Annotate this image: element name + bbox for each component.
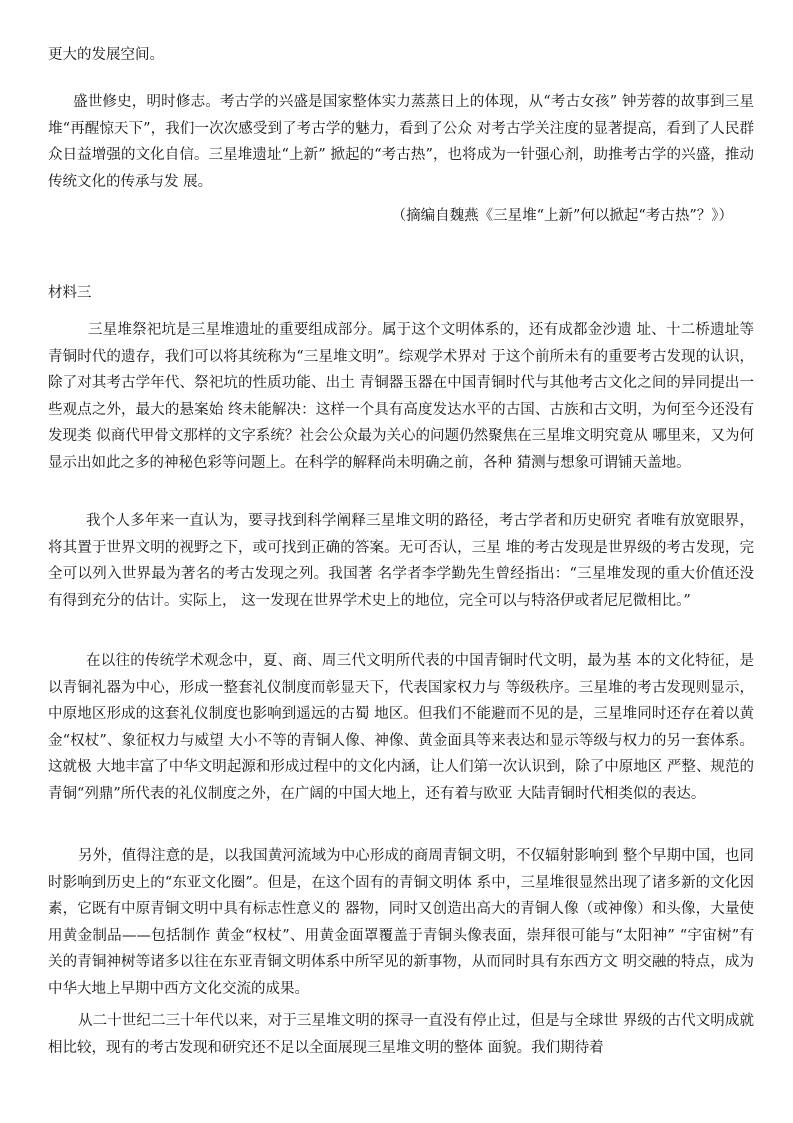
paragraph-material3-4: 另外，值得注意的是，以我国黄河流域为中心形成的商周青铜文明，不仅辐射影响到 整个早期中国，也同时影响到历史上的“东亚文化圈”。但是，在这个固有的青铜文明体 系中，三星堆很显然出现了诸多新的文化因素，它既有中原青铜文明中具有标志性意义的 器物，同时又创造出高大的青铜人像（或神像）和头像，大量使用黄金制品——包括制作 黄金“权杖”、用黄金面罩覆盖于青铜头像表面，崇拜很可能与“太阳神” “宇宙树”有 关的青铜神树等诸多以往在东亚青铜文明体系中所罕见的新事物，从而同时具有东西方文 明交融的特点，成为中华大地上早期中西方文化交流的成果。: [48, 848, 754, 997]
paragraph-prosperity: 盛世修史，明时修志。考古学的兴盛是国家整体实力蒸蒸日上的体现，从“考古女孩” 钟芳蓉的故事到三星堆“再醒惊天下”，我们一次次感受到了考古学的魅力，看到了公众 对考古学关注度的显著提高，看到了人民群众日益增强的文化自信。三星堆遗址“上新” 掀起的“考古热”，也将成为一针强心剂，助推考古学的兴盛，推动传统文化的传承与发 展。: [48, 94, 754, 190]
source-citation: （摘编自魏燕《三星堆“上新”何以掀起“考古热”？》）: [391, 208, 733, 224]
paragraph-continuation: 更大的发展空间。: [48, 47, 164, 63]
paragraph-material3-2: 我个人多年来一直认为，要寻找到科学阐释三星堆文明的路径，考古学者和历史研究 者唯有放宽眼界，将其置于世界文明的视野之下，或可找到正确的答案。无可否认，三星 堆的考古发现是世界级的考古发现，完全可以列入世界最为著名的考古发现之列。我国著 名学者李学勤先生曾经指出：“三星堆发现的重大价值还没有得到充分的估计。实际上， 这一发现在世界学术史上的地位，完全可以与特洛伊或者尼尼微相比。”: [48, 513, 754, 609]
paragraph-material3-3: 在以往的传统学术观念中，夏、商、周三代文明所代表的中国青铜时代文明，最为基 本的文化特征，是以青铜礼器为中心，形成一整套礼仪制度而彰显天下，代表国家权力与 等级秩序。三星堆的考古发现则显示，中原地区形成的这套礼仪制度也影响到遥远的古蜀 地区。但我们不能避而不见的是，三星堆同时还存在着以黄金“权杖”、象征权力与威望 大小不等的青铜人像、神像、黄金面具等来表达和显示等级与权力的另一套体系。这就极 大地丰富了中华文明起源和形成过程中的文化内涵，让人们第一次认识到，除了中原地区 严整、规范的青铜“列鼎”所代表的礼仪制度之外，在广阔的中国大地上，还有着与欧亚 大陆青铜时代相类似的表达。: [48, 653, 754, 802]
paragraph-material3-5: 从二十世纪二三十年代以来，对于三星堆文明的探寻一直没有停止过，但是与全球世 界级的古代文明成就相比较，现有的考古发现和研究还不足以全面展现三星堆文明的整体 面貌。我们期待着: [48, 1013, 754, 1056]
paragraph-material3-1: 三星堆祭祀坑是三星堆遗址的重要组成部分。属于这个文明体系的，还有成都金沙遗 址、十二桥遗址等青铜时代的遗存，我们可以将其统称为“三星堆文明”。综观学术界对 于这个前所未有的重要考古发现的认识，除了对其考古学年代、祭祀坑的性质功能、出土 青铜器玉器在中国青铜时代与其他考古文化之间的异同提出一些观点之外，最大的悬案始 终未能解决：这样一个具有高度发达水平的古国、古族和古文明，为何至今还没有发现类 似商代甲骨文那样的文字系统？社会公众最为关心的问题仍然聚焦在三星堆文明究竟从 哪里来，又为何显示出如此之多的神秘色彩等问题上。在科学的解释尚未明确之前，各种 猜测与想象可谓铺天盖地。: [48, 322, 754, 471]
section-heading: 材料三: [48, 285, 92, 301]
